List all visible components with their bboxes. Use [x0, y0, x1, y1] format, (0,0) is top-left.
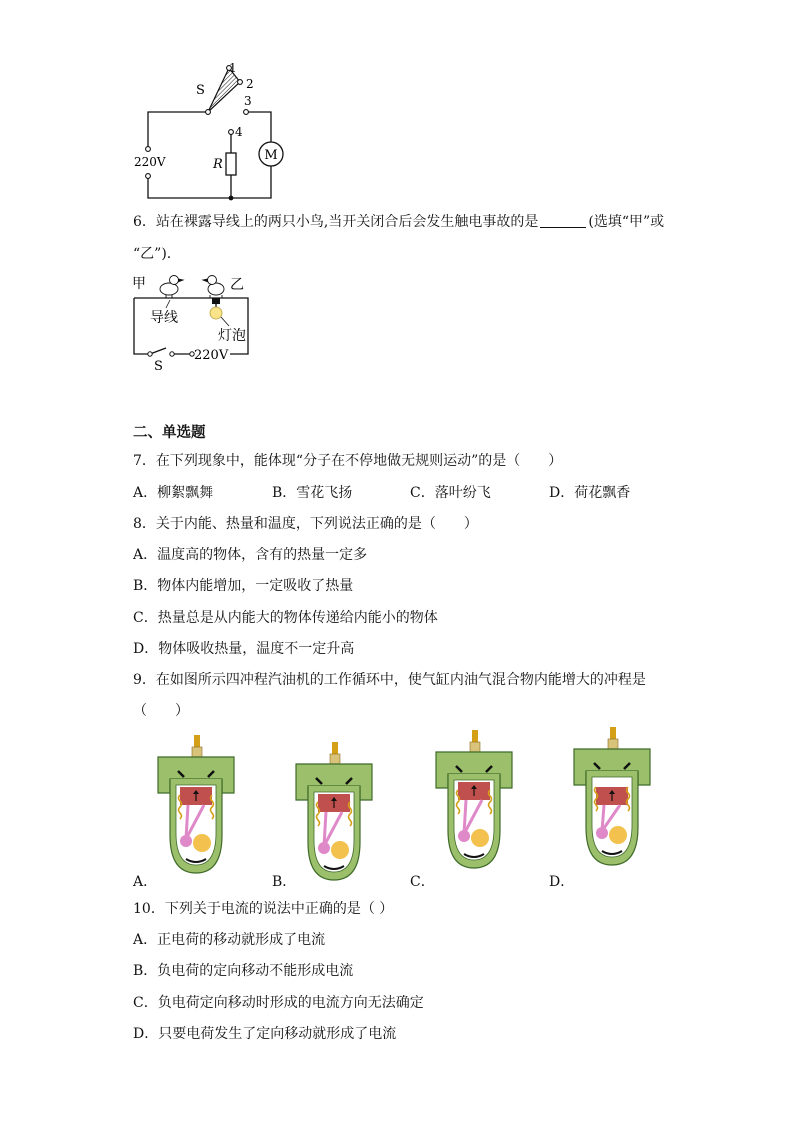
birds-voltage-label: 220V: [194, 348, 229, 363]
q10-option-c[interactable]: C．负电荷定向移动时形成的电流方向无法确定: [133, 995, 424, 1011]
terminal-2-label: 2: [246, 77, 254, 91]
birds-circuit-figure: [130, 268, 256, 372]
question-9: 9．在如图所示四冲程汽油机的工作循环中，使气缸内油气混合物内能增大的冲程是: [133, 672, 646, 688]
question-8: 8．关于内能、热量和温度，下列说法正确的是（ ）: [133, 516, 478, 532]
q8-option-c[interactable]: C．热量总是从内能大的物体传递给内能小的物体: [133, 610, 438, 626]
question-9-line2: （ ）: [133, 703, 189, 719]
q9-option-c[interactable]: C．: [410, 874, 435, 890]
q6-text: 6．站在裸露导线上的两只小鸟,当开关闭合后会发生触电事故的是: [133, 214, 539, 230]
q7-option-d[interactable]: D．荷花飘香: [549, 485, 631, 501]
engine-d-figure: [566, 727, 658, 867]
birds-switch-label: S: [154, 359, 163, 372]
bulb-label: 灯泡: [218, 328, 246, 344]
engine-b-figure: [288, 742, 380, 882]
question-6: [133, 212, 664, 232]
q8-option-d[interactable]: D．物体吸收热量，温度不一定升高: [133, 641, 355, 657]
switch-label: S: [196, 83, 205, 98]
bird-b-label: 乙: [230, 277, 244, 293]
section-title: 二、单选题: [133, 424, 206, 441]
q10-option-d[interactable]: D．只要电荷发生了定向移动就形成了电流: [133, 1026, 397, 1042]
question-7: 7．在下列现象中，能体现“分子在不停地做无规则运动”的是（ ）: [133, 453, 563, 469]
bird-a-label: 甲: [132, 276, 146, 292]
bird-b-icon: [203, 276, 224, 299]
terminal-1-label: 1: [229, 61, 237, 75]
q8-option-a[interactable]: A．温度高的物体，含有的热量一定多: [133, 547, 368, 563]
q7-option-b[interactable]: B．雪花飞扬: [272, 485, 353, 501]
q10-option-a[interactable]: A．正电荷的移动就形成了电流: [133, 932, 326, 948]
motor-circuit-figure: [128, 58, 298, 206]
q9-option-d[interactable]: D．: [549, 874, 575, 890]
engine-a-figure: [150, 735, 242, 875]
q8-option-b[interactable]: B．物体内能增加，一定吸收了热量: [133, 578, 354, 594]
engine-c-figure: [428, 730, 520, 870]
voltage-label: 220V: [134, 155, 166, 169]
lamp-bulb-icon: [210, 307, 222, 319]
q10-option-b[interactable]: B．负电荷的定向移动不能形成电流: [133, 963, 354, 979]
motor-label: M: [264, 148, 278, 163]
q9-option-a[interactable]: A．: [133, 874, 158, 890]
q9-option-b[interactable]: B．: [272, 874, 297, 890]
resistor-label: R: [213, 157, 223, 172]
wire-label: 导线: [150, 310, 178, 326]
terminal-4-label: 4: [235, 125, 243, 139]
question-6-line2: “乙”).: [133, 246, 172, 262]
q7-option-c[interactable]: C．落叶纷飞: [410, 485, 491, 501]
lamp-socket: [212, 298, 220, 304]
q6-answer-blank[interactable]: [540, 213, 586, 228]
question-10: 10．下列关于电流的说法中正确的是（ ）: [133, 901, 394, 917]
terminal-3-label: 3: [244, 94, 252, 108]
q7-option-a[interactable]: A．柳絮飘舞: [133, 485, 214, 501]
q6-text-tail: (选填“甲”或: [588, 214, 665, 230]
bird-a-icon: [160, 276, 183, 299]
